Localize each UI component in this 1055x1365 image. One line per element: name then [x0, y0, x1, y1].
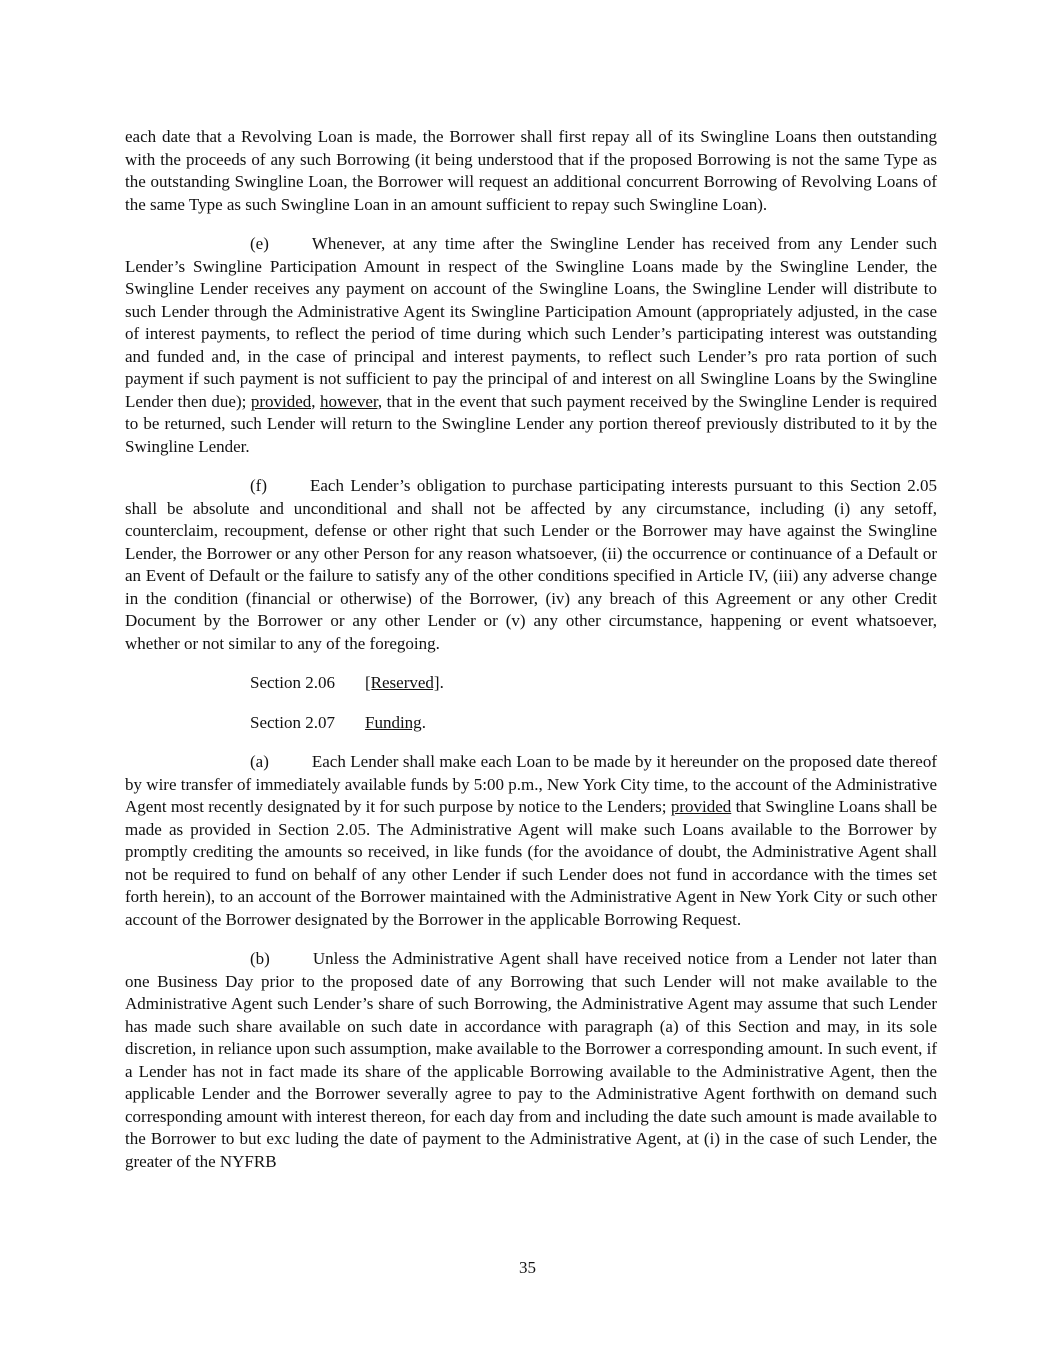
text-run: Each Lender shall make each Loan to be made by it hereunder on the proposed date thereof by wire transfer of immediately available funds by 5:00 p.m., New York City time, to the account of the Administrative Agent most recently designated by it for such purpose by notice to the Lenders; — [125, 752, 937, 816]
document-body — [125, 126, 937, 1190]
text-run: (f) — [250, 476, 267, 495]
paragraph-continuation — [125, 126, 937, 216]
text-run: each date that a Revolving Loan is made, the Borrower shall first repay all of its Swingline Loans then outstanding with the proceeds of any such Borrowing (it being understood that if the proposed Borrowing is not the same Type as the outstanding Swingline Loan, the Borrower will request an additional concurrent Borrowing of Revolving Loans of the same Type as such Swingline Loan in an amount sufficient to repay such Swingline Loan). — [125, 127, 937, 214]
paragraph-clause-e — [125, 233, 937, 458]
text-run: (e) — [250, 234, 269, 253]
text-run: Section 2.07 — [250, 712, 335, 732]
tab-space — [335, 727, 365, 728]
paragraph-section-2-07 — [125, 712, 937, 735]
underlined-text: however, — [320, 391, 383, 411]
text-run: (a) — [250, 752, 269, 771]
paragraph-clause-b — [125, 948, 937, 1173]
text-run: Unless the Administrative Agent shall have received notice from a Lender not later than one Business Day prior to the proposed date of any Borrowing that such Lender will not make available to the Administrative Agent such Lender’s share of such Borrowing, the Administrative Agent may assume that such Lender has made such share available on such date in accordance with paragraph (a) of this Section and may, in its sole discretion, in reliance upon such assumption, make available to the Borrower a corresponding amount. In such event, if a Lender has not in fact made its share of the applicable Borrowing available to the Administrative Agent, then the applicable Lender and the Borrower severally agree to pay to the Administrative Agent forthwith on demand such corresponding amount with interest thereon, for each day from and including the date such amount is made available to the Borrower to but exc luding the date of payment to the Administrative Agent, at (i) in the case of such Lender, the greater of the NYFRB — [125, 949, 937, 1171]
text-run: that in the event that such payment received by the Swingline Lender is required to be returned, such Lender will return to the Swingline Lender any portion thereof previously distributed to it by the Swingline Lender. — [125, 391, 937, 456]
text-run: Section 2.06 — [250, 673, 335, 692]
underlined-text: [Reserved] — [365, 673, 440, 692]
paragraph-clause-f — [125, 475, 937, 655]
tab-space — [267, 490, 310, 491]
paragraph-clause-a — [125, 751, 937, 931]
text-run: . — [439, 673, 444, 692]
paragraph-section-2-06 — [125, 672, 937, 695]
tab-space — [269, 248, 312, 249]
page-number: 35 — [519, 1258, 536, 1277]
tab-space — [270, 963, 313, 964]
tab-space — [335, 687, 365, 688]
text-run: that Swingline Loans shall be made as provided in Section 2.05. The Administrative Agent will make such Loans available to the Borrower by promptly crediting the amounts so received, in like funds (for the avoidance of doubt, the Administrative Agent shall not be required to fund on behalf of any other Lender if such Lender does not fund in accordance with the times set forth herein), to an account of the Borrower maintained with the Administrative Agent in New York City or such other account of the Borrower designated by the Borrower in the applicable Borrowing Request. — [125, 797, 937, 929]
underlined-text: Funding — [365, 712, 422, 732]
tab-space — [269, 766, 312, 767]
text-run: . — [421, 712, 426, 732]
text-run: Whenever, at any time after the Swingline Lender has received from any Lender such Lender’s Swingline Participation Amount in respect of the Swingline Loans made by the Swingline Lender, the Swingline Lender receives any payment on account of the Swingline Loans, the Swingline Lender will distribute to such Lender through the Administrative Agent its Swingline Participation Amount (appropriately adjusted, in the case of interest payments, to reflect the period of time during which such Lender’s participating interest was outstanding and funded and, in the case of principal and interest payments, to reflect such Lender’s pro rata portion of such payment if such payment is not sufficient to pay the principal of and interest on all Swingline Loans by the Swingline Lender then due); — [125, 234, 937, 411]
underlined-text: provided — [670, 797, 732, 816]
text-run: (b) — [250, 949, 270, 968]
underlined-text: provided, — [250, 391, 316, 411]
text-run: Each Lender’s obligation to purchase participating interests pursuant to this Section 2.05 shall be absolute and unconditional and shall not be affected by any circumstance, including (i) any setoff, counterclaim, recoupment, defense or other right that such Lender or the Borrower may have against the Swingline Lender, the Borrower or any other Person for any reason whatsoever, (ii) the occurrence or continuance of a Default or an Event of Default or the failure to satisfy any of the other conditions specified in Article IV, (iii) any adverse change in the condition (financial or otherwise) of the Borrower, (iv) any breach of this Agreement or any other Credit Document by the Borrower or any other Lender or (v) any other circumstance, happening or event whatsoever, whether or not similar to any of the foregoing. — [125, 476, 937, 653]
